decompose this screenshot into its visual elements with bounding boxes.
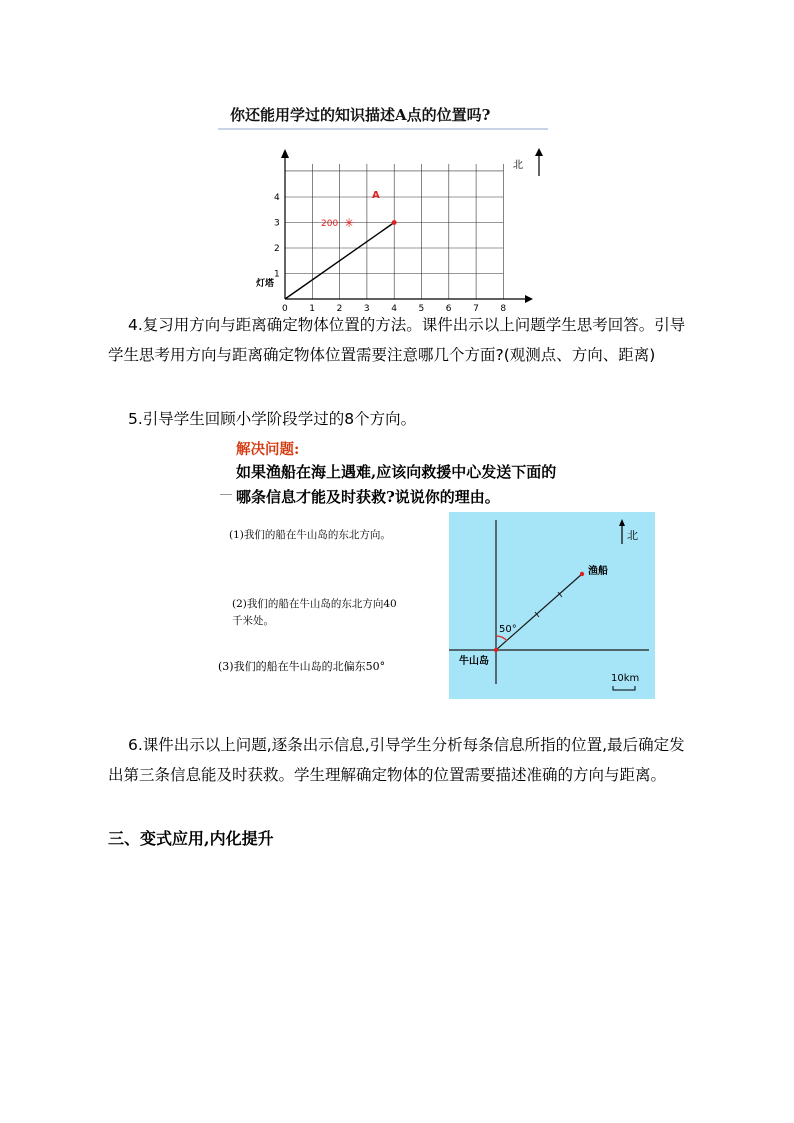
figure1-underline (218, 128, 548, 130)
x-tick-label: 7 (473, 304, 479, 314)
distance-label: 200 (321, 219, 339, 229)
y-tick-label: 3 (274, 218, 280, 229)
question-line-2: 哪条信息才能及时获救?说说你的理由。 (236, 488, 500, 506)
figure2-dash (220, 494, 232, 495)
section-3-heading: 三、变式应用,内化提升 (108, 829, 274, 848)
angle-arc (496, 636, 507, 641)
boat-label: 渔船 (588, 566, 608, 577)
scale-bar (613, 686, 635, 690)
option-2 (232, 596, 397, 630)
figure1-title: 你还能用学过的知识描述A点的位置吗? (230, 106, 491, 124)
map-drawing (449, 512, 655, 699)
option-1: (1)我们的船在牛山岛的东北方向。 (229, 529, 391, 541)
boat-dot (580, 572, 584, 576)
paragraph-4 (108, 310, 688, 370)
option-2-line-1: (2)我们的船在牛山岛的东北方向40 (232, 598, 397, 610)
figure2-question (236, 460, 656, 510)
island-label: 牛山岛 (459, 656, 489, 667)
origin-label: 灯塔 (256, 279, 275, 289)
map-north-label: 北 (627, 529, 638, 542)
option-2-line-2: 千米处。 (232, 615, 274, 627)
x-tick-label: 1 (309, 304, 316, 314)
option-3: (3)我们的船在牛山岛的北偏东50° (218, 660, 386, 673)
x-tick-label: 8 (500, 304, 507, 314)
ship-direction-line (496, 574, 582, 650)
y-tick-label: 4 (274, 193, 280, 203)
x-tick-label: 4 (391, 304, 397, 314)
paragraph-4-text: 4.复习用方向与距离确定物体位置的方法。课件出示以上问题学生思考回答。引导学生思考用方向与距离确定物体位置需要注意哪几个方面?(观测点、方向、距离) (108, 316, 686, 364)
north-label: 北 (513, 160, 523, 171)
x-tick-label: 6 (445, 304, 452, 314)
island-dot (494, 648, 498, 652)
north-arrowhead-icon (619, 519, 625, 526)
angle-label: 50° (499, 624, 517, 635)
y-tick-label: 2 (274, 244, 280, 254)
north-arrowhead-icon (535, 148, 543, 156)
scale-label: 10km (611, 673, 640, 684)
y-tick-label: 1 (274, 269, 280, 280)
paragraph-5-text: 5.引导学生回顾小学阶段学过的8个方向。 (128, 410, 417, 428)
point-a-dot (392, 220, 397, 225)
paragraph-6-text: 6.课件出示以上问题,逐条出示信息,引导学生分析每条信息所指的位置,最后确定发出第三条信息能及时获救。学生理解确定物体的位置需要描述准确的方向与距离。 (108, 736, 685, 784)
paragraph-6 (108, 730, 688, 790)
point-a-label: A (372, 190, 380, 201)
x-tick-label: 2 (336, 304, 343, 314)
y-tick-labels (274, 193, 280, 280)
x-axis-arrow (525, 295, 533, 303)
y-axis-arrow (281, 149, 289, 158)
figure1-grid-chart (250, 140, 550, 314)
star-mark-icon: ✳ (344, 216, 355, 230)
question-line-1: 如果渔船在海上遇难,应该向救援中心发送下面的 (236, 463, 557, 481)
map-panel (449, 512, 655, 699)
grid-lines (285, 164, 503, 299)
x-tick-label: 5 (418, 304, 425, 314)
paragraph-5 (108, 404, 688, 434)
figure2-title: 解决问题: (236, 441, 300, 458)
x-tick-label: 3 (363, 304, 370, 314)
x-tick-label: 0 (282, 304, 288, 314)
